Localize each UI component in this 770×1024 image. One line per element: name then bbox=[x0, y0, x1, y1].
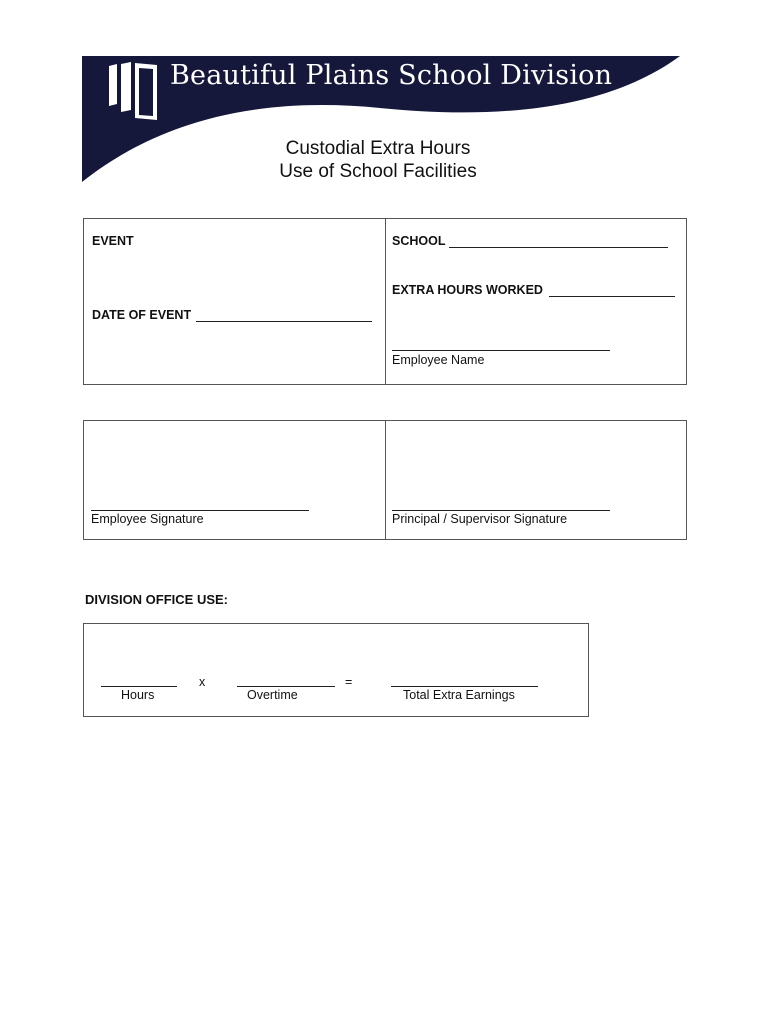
employee-signature-field[interactable] bbox=[91, 510, 309, 511]
hours-field[interactable] bbox=[101, 686, 177, 687]
date-of-event-label: DATE OF EVENT bbox=[92, 308, 192, 322]
employee-name-field[interactable] bbox=[392, 350, 610, 351]
column-divider bbox=[385, 421, 386, 539]
employee-name-caption: Employee Name bbox=[392, 353, 485, 367]
event-details-box bbox=[83, 218, 687, 385]
division-office-use-heading: DIVISION OFFICE USE: bbox=[85, 592, 229, 607]
extra-hours-worked-field[interactable] bbox=[549, 296, 675, 297]
column-divider bbox=[385, 219, 386, 384]
date-of-event-field[interactable] bbox=[196, 321, 372, 322]
extra-hours-worked-label: EXTRA HOURS WORKED bbox=[392, 283, 543, 297]
form-title-line1: Custodial Extra Hours bbox=[285, 138, 471, 159]
division-office-box bbox=[83, 623, 589, 717]
supervisor-signature-field[interactable] bbox=[392, 510, 610, 511]
org-name: Beautiful Plains School Division bbox=[170, 60, 613, 91]
employee-signature-caption: Employee Signature bbox=[91, 512, 204, 526]
overtime-field[interactable] bbox=[237, 686, 335, 687]
event-label: EVENT bbox=[92, 234, 134, 248]
supervisor-signature-caption: Principal / Supervisor Signature bbox=[392, 512, 568, 526]
hours-caption: Hours bbox=[121, 688, 155, 702]
form-title-line2: Use of School Facilities bbox=[279, 161, 477, 182]
equals-symbol: = bbox=[345, 675, 353, 689]
school-label: SCHOOL bbox=[392, 234, 446, 248]
signatures-box bbox=[83, 420, 687, 540]
total-extra-earnings-caption: Total Extra Earnings bbox=[403, 688, 515, 702]
times-symbol: x bbox=[199, 675, 206, 689]
total-extra-earnings-field[interactable] bbox=[391, 686, 538, 687]
school-field[interactable] bbox=[449, 247, 668, 248]
books-icon bbox=[105, 60, 165, 130]
overtime-caption: Overtime bbox=[247, 688, 298, 702]
